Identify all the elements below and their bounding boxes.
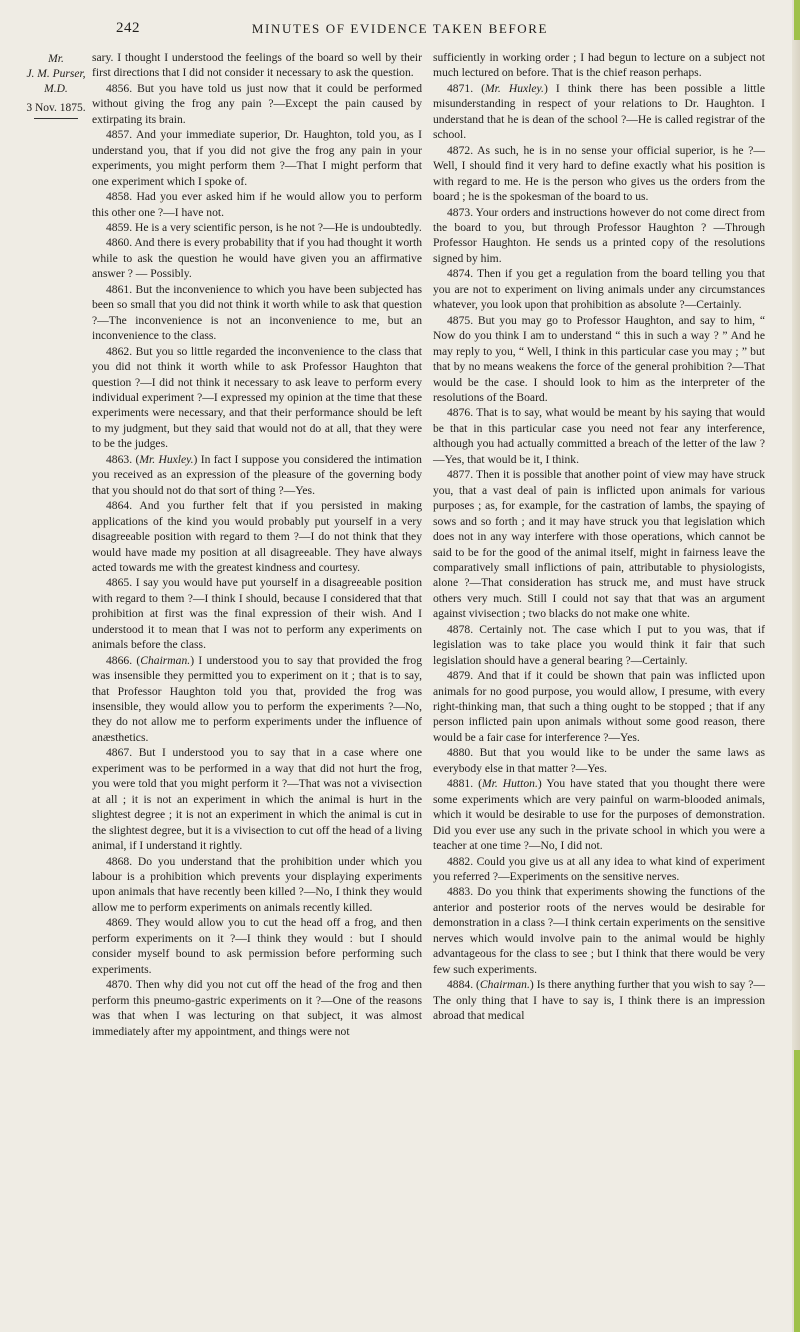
- evidence-paragraph: 4859. He is a very scientific person, is he not ?—He is undoubtedly.: [106, 220, 422, 234]
- evidence-paragraph: 4872. As such, he is in no sense your official superior, is he ?—Well, I should find it very hard to define exactly what his position is with regard to me. He is the person who gives us the orders from the board ; he is the spokesman of the board to us.: [433, 143, 765, 204]
- continued-paragraph: sary. I thought I understood the feelings of the board so well by their first directions that I did not consider it necessary to ask the question.: [92, 51, 422, 80]
- witness-degree: M.D.: [44, 83, 68, 95]
- witness-date: 3 Nov. 1875.: [26, 102, 86, 114]
- evidence-paragraph: 4875. But you may go to Professor Haughton, and say to him, “ Now do you think I am to understand “ this in such a way ? ” And he may reply to you, “ Well, I think in this particular case you may ; ” but that by no means weakens the force of the general prohibition ?—That would be the case. I should look to him as the interpreter of the resolutions of the Board.: [433, 313, 765, 404]
- question-number: 4866. (: [106, 653, 141, 667]
- speaker-name: Mr. Huxley.: [485, 81, 544, 95]
- margin-note: [26, 52, 86, 119]
- evidence-paragraph: 4878. Certainly not. The case which I put to you was, that if legislation was to take place you would think it fair that such legislation should have a general bearing ?—Certainly.: [433, 622, 765, 667]
- speaker-name: Chairman.: [479, 978, 530, 992]
- left-text-column: [92, 50, 422, 1039]
- evidence-paragraph: 4864. And you further felt that if you persisted in making applications of the kind you would probably put yourself in a very disagreeable position with regard to them ?—I do not think that they would have made my position at all disagreeable. They have always acted towards me with the greatest kindness and courtesy.: [92, 499, 422, 574]
- paragraph-text: ) Is there anything further that you wish to say ?—The only thing that I have to say is, I think there is an impression abroad that medical: [433, 978, 765, 1023]
- paragraph-text: ) You have stated that you thought there were some experiments which are very painful on warm-blooded animals, which it would be desirable to use for the purposes of demonstration. Did you ever use any such in the private school in which you were a teacher at one time ?—No, I did not.: [433, 777, 765, 853]
- evidence-paragraph: [433, 776, 765, 853]
- evidence-paragraph: 4868. Do you understand that the prohibition under which you labour is a prohibition which prevents your displaying experiments upon animals that have recently been killed ?—No, I think they would allow me to perform experiments on animals recently killed.: [92, 854, 422, 914]
- witness-name: J. M. Purser,: [26, 68, 86, 80]
- evidence-paragraph: 4860. And there is every probability that if you had thought it worth while to ask the question he would have given you an affirmative answer ? — Possibly.: [92, 236, 422, 281]
- witness-title: Mr.: [48, 53, 64, 65]
- continued-paragraph: sufficiently in working order ; I had begun to lecture on a subject not much lectured on before. That is the chief reason perhaps.: [433, 51, 765, 80]
- paragraph-text: ) In fact I suppose you considered the intimation you received as an expression of the pleasure of the governing body that you should not do that sort of thing ?—Yes.: [92, 452, 422, 497]
- page-number: 242: [116, 20, 140, 36]
- paragraph-text: ) I think there has been possible a little misunderstanding in respect of your relations to Dr. Haughton. I understand that he is dean of the school ?—He is called registrar of the school.: [433, 81, 765, 142]
- paragraph-text: ) I understood you to say that provided the frog was insensible they permitted you to experiment on it ; that is to say, that Professor Haughton told you that, provided the frog was insensible, they would allow you to perform the experiments ?—No, they do not allow me to perform experiments under the influence of anæsthetics.: [92, 653, 422, 744]
- evidence-paragraph: 4857. And your immediate superior, Dr. Haughton, told you, as I understand you, that if you did not give the frog any pain in your experiments, you might perform them ?—That I might perform that one experiment which I spoke of.: [92, 128, 422, 188]
- page-tab-marker: [794, 1050, 800, 1332]
- question-number: 4863. (: [106, 452, 140, 466]
- evidence-paragraph: 4877. Then it is possible that another point of view may have struck you, that a vast deal of pain is inflicted upon animals for various purposes ; as, for example, for the castration of lambs, the spaying of sows and so forth ; and it may have struck you that legislation which does not in any way interfere with those operations, which cannot be said to be for the good of the animal itself, might in fairness leave the comparatively small inflictions of pain, attributable to physiologists, alone ?—That consideration has struck me, and must have struck others very much. Still I could not say that that was an argument against vivisection ; two blacks do not make one white.: [433, 468, 765, 621]
- evidence-paragraph: 4882. Could you give us at all any idea to what kind of experiment you referred ?—Experiments on the sensitive nerves.: [433, 854, 765, 884]
- evidence-paragraph: 4856. But you have told us just now that it could be performed without giving the frog any pain ?—Except the pain caused by extirpating its brain.: [92, 81, 422, 126]
- question-number: 4871. (: [447, 81, 486, 95]
- evidence-paragraph: 4874. Then if you get a regulation from the board telling you that you are not to experiment on living animals under any circumstances whatever, you look upon that prohibition as absolute ?—Certainly.: [433, 267, 765, 312]
- evidence-paragraph: [433, 81, 765, 143]
- evidence-paragraph: 4880. But that you would like to be under the same laws as everybody else in that matter ?—Yes.: [433, 746, 765, 775]
- evidence-paragraph: 4879. And that if it could be shown that pain was inflicted upon animals for no good purpose, you would allow, I presume, with every right-thinking man, that such a thing ought to be stopped ; that if any person inflicted pain upon animals without some good reason, there would be a fair case for interference ?—Yes.: [433, 669, 765, 744]
- evidence-paragraph: 4869. They would allow you to cut the head off a frog, and then perform experiments on it ?—I think they would : but I should consider myself bound to ask permission before performing such experiments.: [92, 916, 422, 976]
- speaker-name: Mr. Huxley.: [139, 452, 194, 466]
- speaker-name: Chairman.: [140, 653, 191, 667]
- evidence-paragraph: 4861. But the inconvenience to which you have been subjected has been so small that you did not think it worth while to ask that question ?—The inconvenience is not an inconvenience to me, but an inconvenience to the class.: [92, 282, 422, 343]
- evidence-paragraph: [92, 452, 422, 498]
- evidence-paragraph: 4858. Had you ever asked him if he would allow you to perform this other one ?—I have not.: [92, 190, 422, 219]
- evidence-paragraph: 4867. But I understood you to say that in a case where one experiment was to be performed in a way that did not hurt the frog, you were told that you might perform it ?—That was not a vivisection at all ; it is not an experiment in which the animal is hurt in the slightest degree ; it is not an experiment in which the animal is cut in the slightest degree, but it is a vivisection to cut off the head of a living animal, if I understand it rightly.: [92, 746, 422, 853]
- margin-rule: [34, 118, 78, 119]
- evidence-paragraph: 4862. But you so little regarded the inconvenience to the class that you did not think it worth while to ask Professor Haughton that question ?—I did not think it necessary to ask leave to perform every individual experiment ?—I expressed my opinion at the time that these experiments were necessary, and that their performance should be left to my judgment, but they said that would not do at all, that they were to be the judges.: [92, 344, 422, 451]
- evidence-paragraph: 4870. Then why did you not cut off the head of the frog and then perform this pneumo-gastric experiments on it ?—One of the reasons was that when I was lecturing on that subject, it was almost immediately after my appointment, and things were not: [92, 978, 422, 1038]
- question-number: 4881. (: [447, 777, 482, 791]
- evidence-paragraph: 4865. I say you would have put yourself in a disagreeable position with regard to them ?—I think I should, because I considered that that prohibition at first was the final expression of their wish. And I understood it to mean that I was not to perform any experiments on animals before the class.: [92, 576, 422, 652]
- evidence-paragraph: 4873. Your orders and instructions however do not come direct from the board to you, but through Professor Haughton ? —Through Professor Haughton. He sends us a printed copy of the resolutions signed by him.: [433, 205, 765, 265]
- right-text-column: [433, 50, 765, 1024]
- evidence-paragraph: [433, 977, 765, 1023]
- question-number: 4884. (: [447, 978, 480, 992]
- running-title: MINUTES OF EVIDENCE TAKEN BEFORE: [251, 21, 549, 36]
- page-header: [0, 20, 800, 42]
- evidence-paragraph: [92, 653, 422, 746]
- evidence-paragraph: 4883. Do you think that experiments showing the functions of the anterior and posterior roots of the nerves would be desirable for demonstration in a class ?—I think certain experiments on the sensitive nerves which would involve pain to the animal would be highly advantageous for the class to see ; but I think that there would be very few such experiments.: [433, 885, 765, 976]
- evidence-paragraph: 4876. That is to say, what would be meant by his saying that would be that in this particular case you need not fear any interference, although you had actually committed a breach of the letter of the law ? —Yes, that would be it, I think.: [433, 406, 765, 466]
- speaker-name: Mr. Hutton.: [481, 777, 538, 791]
